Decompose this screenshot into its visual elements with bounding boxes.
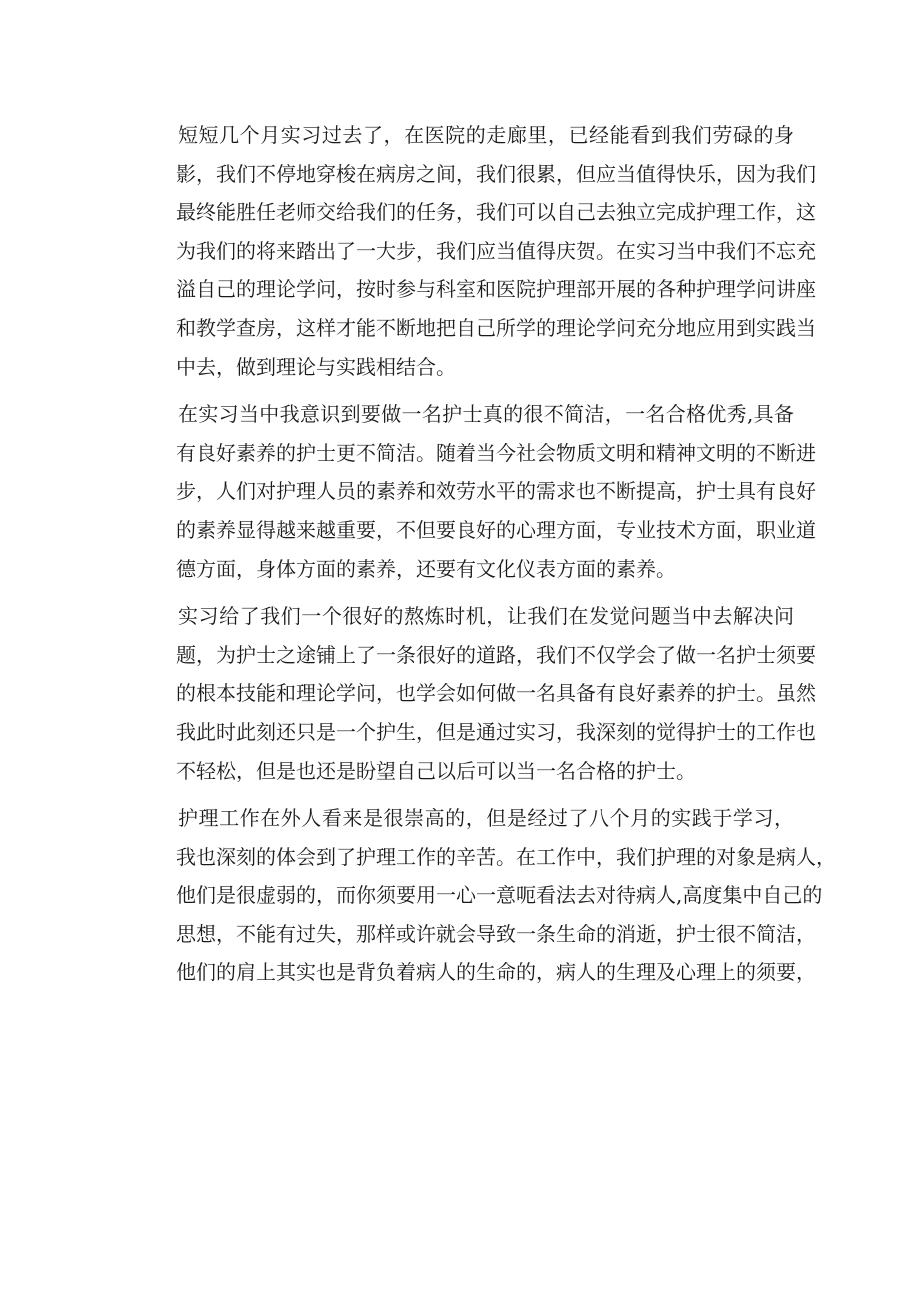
text-line: 为我们的将来踏出了一大步，我们应当值得庆贺。在实习当中我们不忘充 <box>176 238 816 263</box>
text-line: 护理工作在外人看来是很崇高的，但是经过了八个月的实践于学习， <box>178 806 794 831</box>
paragraph-1 <box>136 116 816 386</box>
text-line: 我也深刻的体会到了护理工作的辛苦。在工作中，我们护理的对象是病人， <box>176 844 836 869</box>
text-line: 德方面，身体方面的素养，还要有文化仪表方面的素养。 <box>176 556 676 581</box>
text-line: 中去，做到理论与实践相结合。 <box>176 354 456 379</box>
text-line: 的素养显得越来越重要，不但要良好的心理方面，专业技术方面，职业道 <box>176 517 816 542</box>
text-line: 不轻松，但是也还是盼望自己以后可以当一名合格的护士。 <box>176 758 696 783</box>
paragraph-2 <box>136 395 816 588</box>
document-body <box>136 116 836 1001</box>
text-line: 影，我们不停地穿梭在病房之间，我们很累，但应当值得快乐，因为我们 <box>176 161 816 186</box>
text-line: 和教学查房，这样才能不断地把自己所学的理论学问充分地应用到实践当 <box>176 315 816 340</box>
text-line: 他们是很虚弱的，而你须要用一心一意呃看法去对待病人,高度集中自己的 <box>176 883 823 908</box>
paragraph-3 <box>136 597 816 790</box>
text-line: 的根本技能和理论学问，也学会如何做一名具备有良好素养的护士。虽然 <box>176 681 816 706</box>
text-line: 步，人们对护理人员的素养和效劳水平的需求也不断提高，护士具有良好 <box>176 479 816 504</box>
text-line: 我此时此刻还只是一个护生，但是通过实习，我深刻的觉得护士的工作也 <box>176 719 816 744</box>
text-line: 最终能胜任老师交给我们的任务，我们可以自己去独立完成护理工作，这 <box>176 200 816 225</box>
text-line: 思想，不能有过失，那样或许就会导致一条生命的消逝，护士很不简洁， <box>176 921 816 946</box>
text-line: 题，为护士之途铺上了一条很好的道路，我们不仅学会了做一名护士须要 <box>176 642 816 667</box>
paragraph-4 <box>136 799 836 992</box>
text-line: 短短几个月实习过去了，在医院的走廊里，已经能看到我们劳碌的身 <box>178 123 794 147</box>
text-line: 他们的肩上其实也是背负着病人的生命的，病人的生理及心理上的须要， <box>176 960 816 985</box>
text-line: 有良好素养的护士更不简洁。随着当今社会物质文明和精神文明的不断进 <box>176 440 816 465</box>
text-line: 实习给了我们一个很好的熬炼时机，让我们在发觉问题当中去解决问 <box>178 604 794 629</box>
text-line: 在实习当中我意识到要做一名护士真的很不简洁，一名合格优秀,具备 <box>178 402 794 427</box>
text-line: 溢自己的理论学问，按时参与科室和医院护理部开展的各种护理学问讲座 <box>176 277 816 302</box>
